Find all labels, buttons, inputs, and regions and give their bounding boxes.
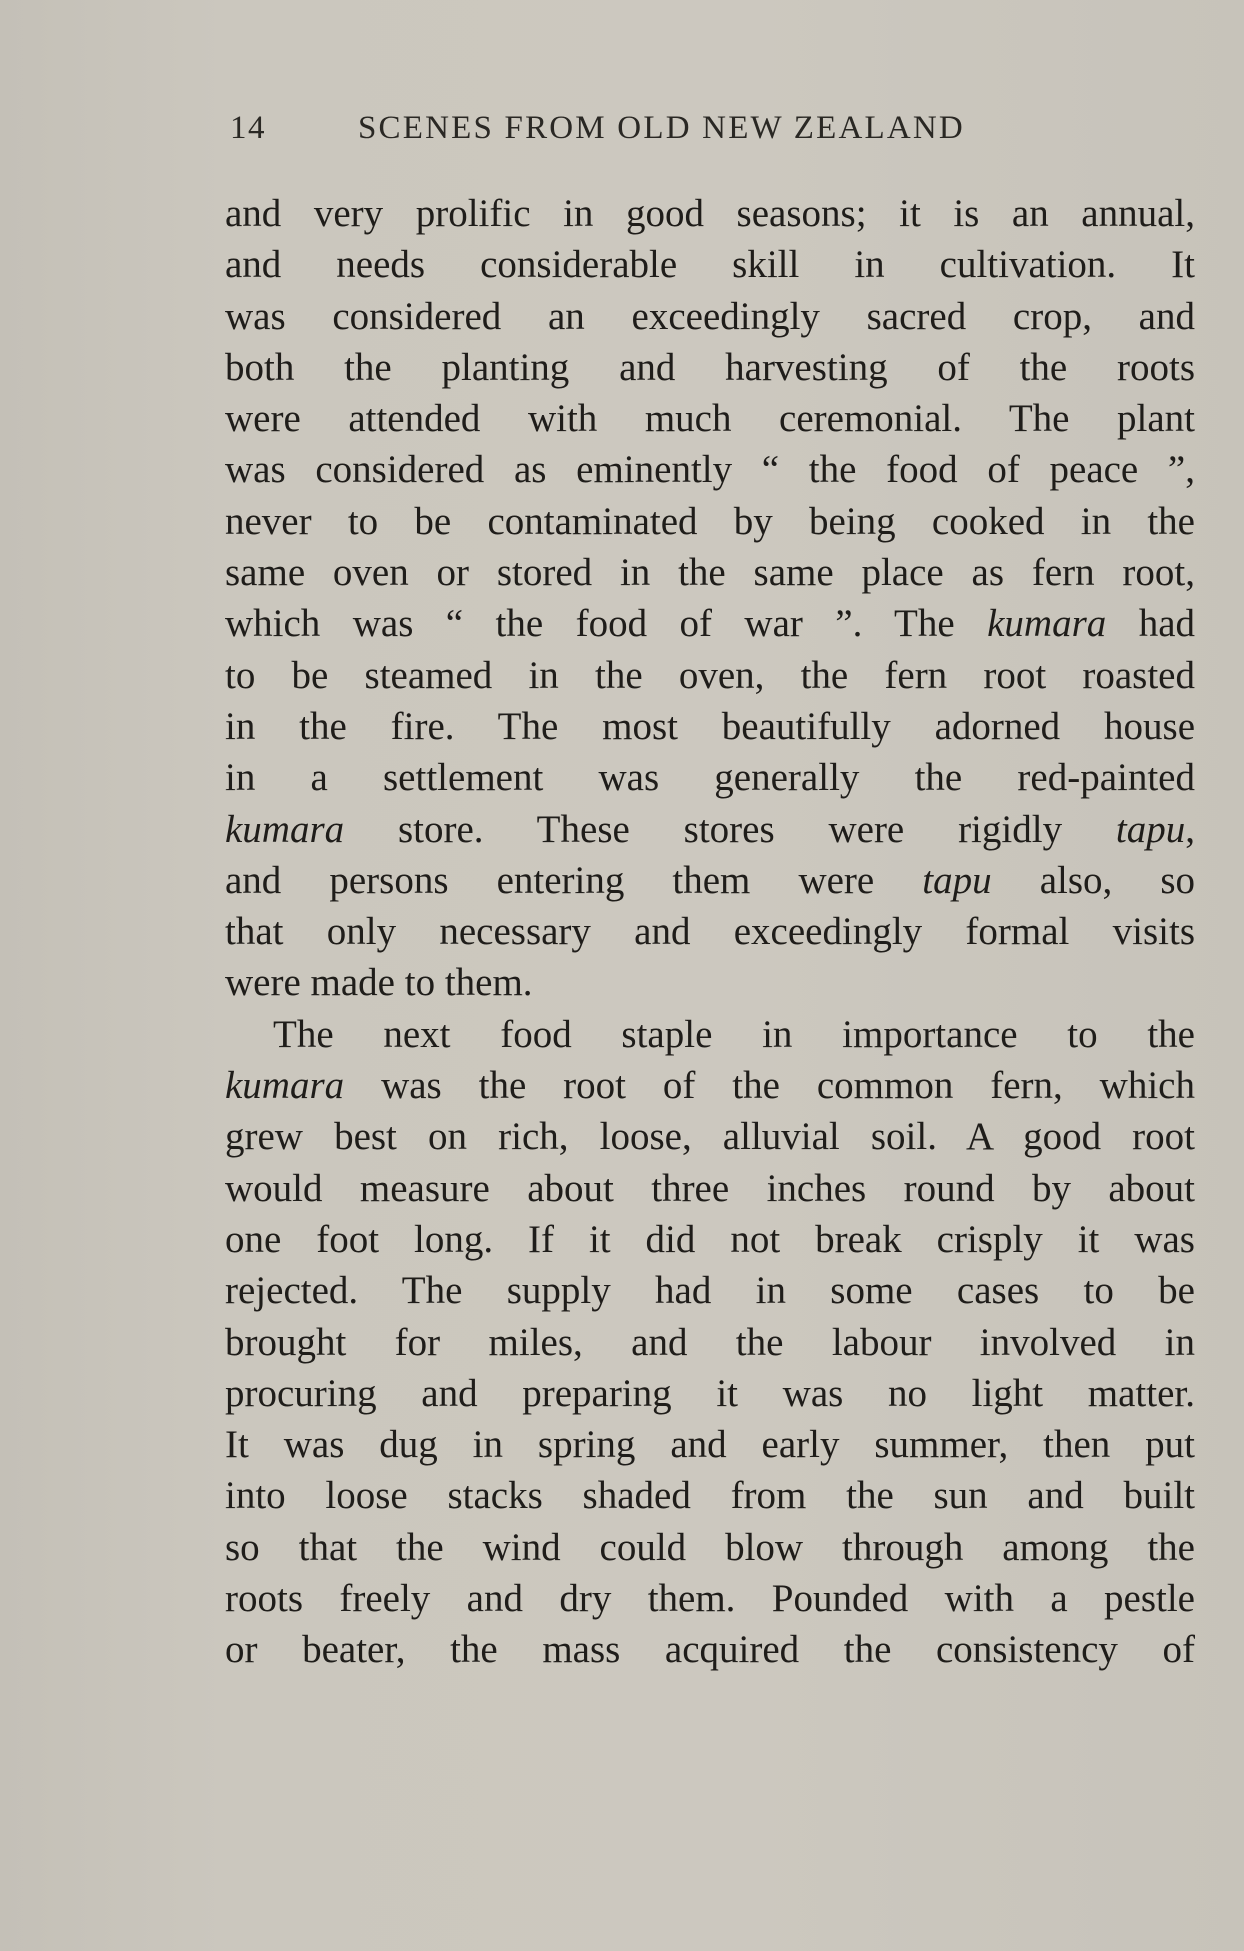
text-line: roots freely and dry them. Pounded with a pestle [225, 1577, 1195, 1621]
text-line: rejected. The supply had in some cases to be [225, 1269, 1195, 1313]
text-line: kumara was the root of the common fern, which [225, 1064, 1195, 1108]
text-line: were made to them. [225, 961, 533, 1005]
page-number: 14 [230, 110, 266, 146]
text-line: same oven or stored in the same place as fern root, [225, 551, 1195, 595]
text-line: which was “ the food of war ”. The kumara had [225, 602, 1196, 646]
text-line: or beater, the mass acquired the consistency of [225, 1628, 1195, 1672]
text-line: never to be contaminated by being cooked in the [225, 499, 1195, 543]
text-line: procuring and preparing it was no light matter. [225, 1371, 1195, 1415]
italic-term: kumara [225, 807, 345, 851]
italic-term: kumara [225, 1064, 345, 1108]
text-line: to be steamed in the oven, the fern root roasted [225, 653, 1195, 697]
body-text [225, 188, 1195, 1676]
text-line: in a settlement was generally the red-painted [225, 756, 1195, 800]
text-line: into loose stacks shaded from the sun and built [225, 1474, 1195, 1518]
text-line: and persons entering them were tapu also, so [225, 858, 1196, 902]
text-line: was considered an exceedingly sacred crop, and [225, 294, 1195, 338]
text-line: in the fire. The most beautifully adorned house [225, 704, 1195, 748]
text-line: kumara store. These stores were rigidly tapu, [225, 807, 1195, 851]
paragraph-1 [225, 188, 1195, 1009]
text-line: The next food staple in importance to the [273, 1012, 1195, 1056]
italic-term: tapu [1115, 807, 1186, 851]
text-line: was considered as eminently “ the food of peace ”, [225, 448, 1195, 492]
italic-term: tapu [922, 858, 992, 902]
italic-term: kumara [987, 602, 1107, 646]
text-line: brought for miles, and the labour involved in [225, 1320, 1195, 1364]
text-line: It was dug in spring and early summer, then put [225, 1423, 1195, 1467]
text-line: one foot long. If it did not break crisply it was [225, 1217, 1195, 1261]
text-line: would measure about three inches round by about [225, 1166, 1195, 1210]
text-line: were attended with much ceremonial. The plant [225, 397, 1195, 441]
paragraph-2 [225, 1009, 1195, 1676]
text-line: that only necessary and exceedingly formal visits [225, 910, 1195, 954]
text-line: grew best on rich, loose, alluvial soil. A good root [225, 1115, 1195, 1159]
running-head [230, 110, 1075, 154]
running-title: SCENES FROM OLD NEW ZEALAND [358, 110, 965, 146]
text-line: and very prolific in good seasons; it is an annual, [225, 192, 1195, 235]
text-line: both the planting and harvesting of the roots [225, 345, 1195, 389]
text-line: and needs considerable skill in cultivation. It [225, 243, 1195, 287]
text-line: so that the wind could blow through among the [225, 1525, 1195, 1569]
